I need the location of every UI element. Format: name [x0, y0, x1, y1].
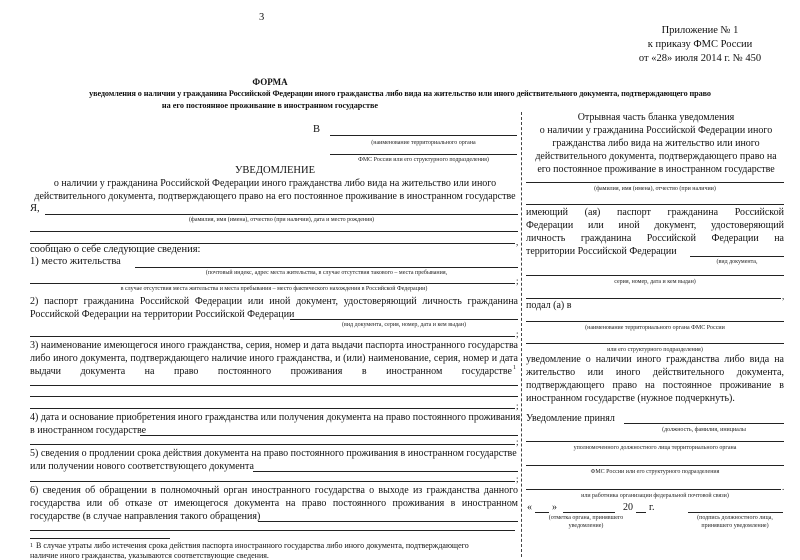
footnote-ref: 1 [513, 365, 516, 371]
stub-filed-label: подал (а) в [526, 300, 572, 311]
mark-caption-2: уведомление) [568, 523, 604, 529]
acquisition-field[interactable] [140, 435, 518, 436]
item-3-line-1: 3) наименование имеющегося иного гражданства, серия, номер и дата выдачи паспорта иностранного государства [30, 340, 518, 351]
footnote-line-2: наличие иного гражданства, указываются соответствующие сведения. [30, 551, 269, 560]
semicolon: ; [516, 437, 519, 447]
residence-field[interactable] [135, 267, 518, 268]
stub-heading-2: о наличии у гражданина Российской Федерации иного [539, 125, 773, 136]
renunciation-field-2[interactable] [30, 530, 515, 531]
footnote-number: 1 [30, 543, 33, 549]
stub-document-caption-2: серия, номер, дата и кем выдан) [614, 279, 696, 285]
item-3-line-2: либо иного документа, подтверждающего наличие иного гражданства, и (или) наименование, серия, номер и дата [30, 353, 518, 364]
date-open-quote: « [527, 502, 532, 513]
stub-notice-1: уведомление о наличии иного гражданства либо вида на [526, 354, 784, 365]
stub-accepted-field-2[interactable] [526, 441, 784, 442]
passport-field[interactable] [290, 319, 518, 320]
footnote-separator [30, 538, 170, 539]
stub-notice-4: иностранном государстве (нужное подчеркнуть). [526, 393, 735, 404]
item-4-line-1: 4) дата и основание приобретения иного гражданства или получения документа на право постоянного проживания [30, 412, 521, 423]
item-2-line-2: Российской Федерации на территории Российской Федерации [30, 309, 295, 320]
date-year-suffix: г. [649, 502, 655, 513]
comma: , [516, 237, 519, 247]
applicant-name-caption: (фамилия, имя (имена), отчество (при наличии), дата и место рождения) [188, 217, 375, 223]
date-day-field[interactable] [535, 512, 549, 513]
recipient-field-2[interactable] [330, 154, 517, 155]
date-close-quote: » [552, 502, 557, 513]
item-5-line-1: 5) сведения о продлении срока действия документа на право постоянного проживания в иностранном государстве [30, 448, 517, 459]
stub-document-field[interactable] [690, 256, 784, 257]
form-heading: ФОРМА [252, 77, 288, 87]
notice-sub-1: о наличии у гражданина Российской Федерации иного гражданства либо вида на жительство или иного [53, 178, 497, 189]
stub-heading-3: гражданства либо вида на жительство или иного [552, 138, 760, 149]
stub-accepted-caption-1: (должность, фамилия, инициалы [662, 427, 746, 433]
stub-body-2: Федерации или иной документ, удостоверяющий [526, 220, 784, 231]
semicolon: ; [516, 276, 519, 286]
stub-accepted-field-4[interactable] [526, 489, 781, 490]
recipient-caption-2: ФМС России или его структурного подразделения) [358, 157, 489, 163]
item-6-line-2: государства или об отказе от имеющегося документа на право постоянного проживания в иностранном [30, 498, 518, 509]
passport-field-2[interactable] [30, 336, 515, 337]
stub-accepted-caption-4: или работника организации федеральной почтовой связи) [581, 493, 729, 499]
footnote-line-1: В случае утраты либо истечения срока действия паспорта иностранного государства либо иного документа, подтверждающего [36, 541, 469, 550]
semicolon: ; [516, 474, 519, 484]
stub-accepted-caption-3: ФМС России или его структурного подразделения [590, 469, 720, 475]
i-label: Я, [30, 203, 40, 214]
stub-heading-5: его постоянное проживание в иностранном государстве [537, 164, 775, 175]
item-5-line-2: или получении нового соответствующего документа [30, 461, 254, 472]
residence-caption-1: (почтовый индекс, адрес места жительства, в случае отсутствия такового – места пребывания, [205, 270, 448, 276]
signature-caption-2: принявшего уведомление) [701, 523, 769, 529]
item-1-label: 1) место жительства [30, 256, 121, 267]
citizenship-field-2[interactable] [30, 396, 518, 397]
mark-caption-1: (отметка органа, принявшего [548, 515, 624, 521]
stub-accepted-label: Уведомление принял [526, 413, 615, 424]
notice-sub-2: действительного документа, подтверждающего право на его постоянное проживание в иностранном государстве [34, 191, 516, 202]
inform-label: сообщаю о себе следующие сведения: [30, 244, 201, 255]
recipient-caption-1: (наименование территориального органа [371, 140, 476, 146]
stub-notice-3: подтверждающего право на постоянное проживание в [526, 380, 784, 391]
applicant-name-field-2[interactable] [30, 231, 518, 232]
extension-field[interactable] [253, 471, 518, 472]
recipient-label: В [313, 124, 321, 135]
residence-caption-2: в случае отсутствия места жительства и места пребывания – место фактического нахождения в Российской Федерации) [120, 286, 428, 292]
applicant-name-field[interactable] [45, 214, 518, 215]
stub-name-field[interactable] [526, 182, 784, 183]
notice-heading: УВЕДОМЛЕНИЕ [234, 165, 316, 176]
stub-heading-1: Отрывная часть бланка уведомления [577, 112, 735, 123]
stub-org-caption-1: (наименование территориального органа ФМС России [585, 325, 725, 331]
appendix-line-2: к приказу ФМС России [647, 39, 753, 50]
signature-field[interactable] [688, 512, 783, 513]
semicolon: ; [516, 401, 519, 411]
renunciation-field[interactable] [258, 521, 518, 522]
form-title-line-1: уведомления о наличии у гражданина Российской Федерации иного гражданства либо вида на жительство или иного действительного документа, подтверждающего право [89, 89, 711, 98]
date-year-prefix: 20 [623, 502, 633, 513]
residence-field-2[interactable] [30, 283, 515, 284]
stub-accepted-field-3[interactable] [526, 465, 784, 466]
citizenship-field-3[interactable] [30, 408, 515, 409]
stub-accepted-field[interactable] [624, 423, 784, 424]
stub-org-field[interactable] [526, 321, 784, 322]
item-4-line-2: в иностранном государстве [30, 425, 147, 436]
stub-body-1: имеющий (ая) паспорт гражданина Российской [526, 207, 784, 218]
citizenship-field-1[interactable] [30, 385, 518, 386]
item-2-line-1: 2) паспорт гражданина Российской Федерации или иной документ, удостоверяющий личность гражданина [30, 296, 518, 307]
signature-caption-1: (подпись должностного лица, [697, 515, 773, 521]
stub-body-4: территории Российской Федерации [526, 246, 677, 257]
item-6-line-1: 6) сведения об обращении в полномочный орган иностранного государства о выходе из гражданства данного [30, 485, 518, 496]
stub-name-caption: (фамилия, имя (имена), отчество (при наличии) [594, 186, 716, 192]
period: . [782, 482, 785, 492]
stub-accepted-caption-2: уполномоченного должностного лица территориального органа [573, 445, 737, 451]
item-6-line-3: государстве (в случае направления такого обращения) [30, 511, 261, 522]
appendix-line-1: Приложение № 1 [661, 25, 739, 36]
acquisition-field-2[interactable] [30, 444, 515, 445]
stub-notice-2: жительство или иного действительного документа, [526, 367, 784, 378]
stub-body-3: личность гражданина Российской Федерации на [526, 233, 784, 244]
stub-heading-4: действительного документа, подтверждающего право на [535, 151, 777, 162]
form-title-line-2: на его постоянное проживание в иностранном государстве [161, 101, 379, 110]
recipient-field[interactable] [330, 135, 517, 136]
date-month-field[interactable] [563, 512, 615, 513]
stub-org-field-2[interactable] [526, 343, 784, 344]
passport-caption: (вид документа, серия, номер, дата и кем выдан) [342, 322, 466, 328]
stub-document-field-2[interactable] [526, 275, 784, 276]
extension-field-2[interactable] [30, 481, 515, 482]
appendix-line-3: от «28» июля 2014 г. № 450 [638, 53, 762, 64]
date-year-field[interactable] [636, 512, 646, 513]
stub-document-caption-1: (вид документа, [716, 259, 758, 265]
item-3-line-3: выдачи документа на право постоянного проживания в иностранном государстве [30, 366, 512, 377]
page-number: 3 [259, 12, 265, 23]
stub-document-field-3[interactable] [526, 298, 781, 299]
semicolon: ; [516, 329, 519, 339]
stub-name-field-2[interactable] [526, 204, 784, 205]
stub-org-caption-2: или его структурного подразделения) [607, 347, 703, 353]
comma: , [782, 291, 785, 301]
tear-off-line [521, 112, 522, 557]
